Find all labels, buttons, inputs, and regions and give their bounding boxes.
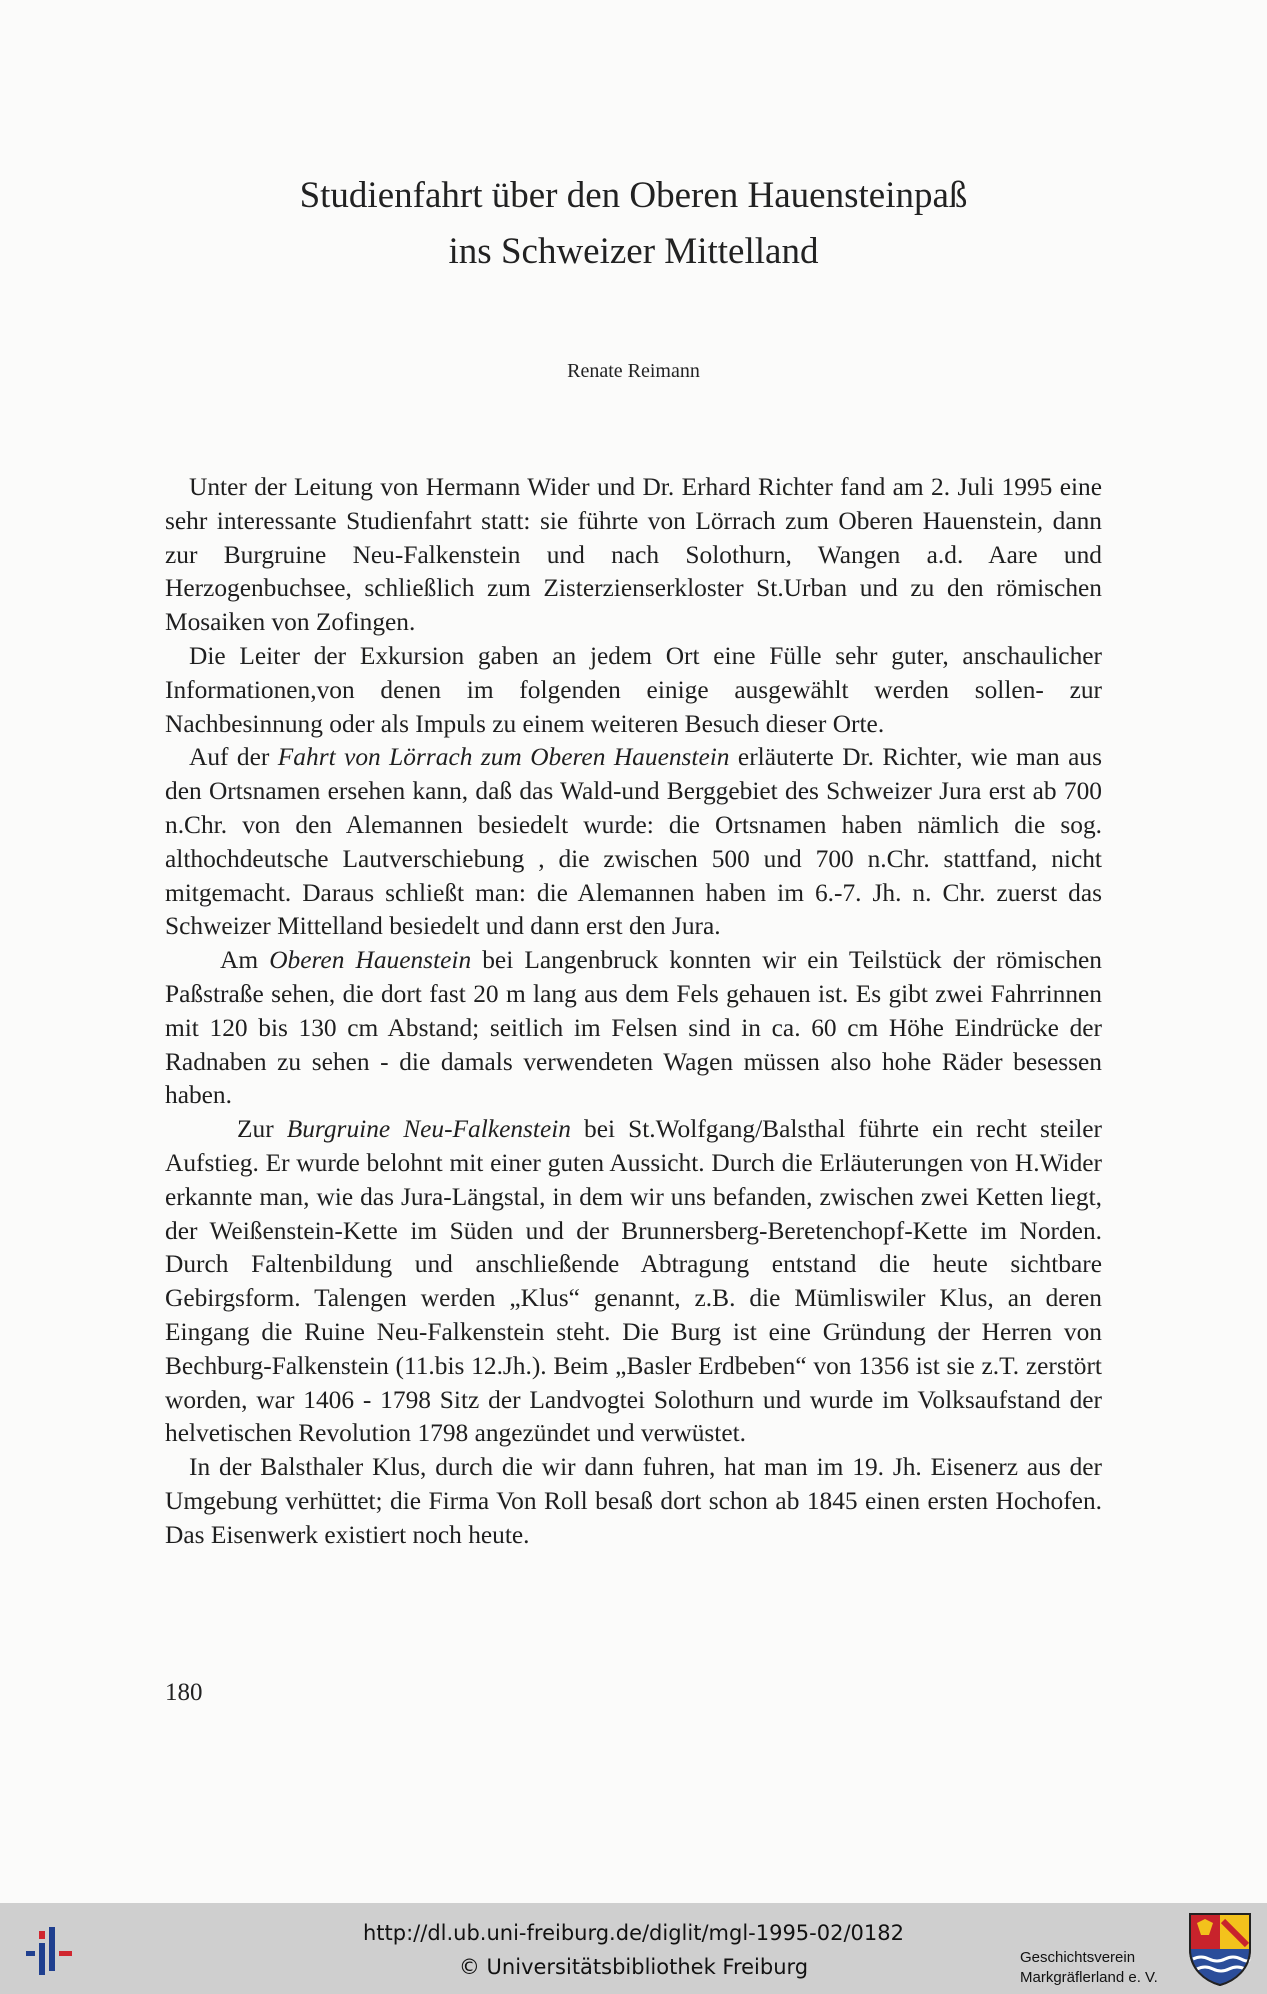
society-name[interactable] (1020, 1948, 1158, 1988)
paragraph-1: Unter der Leitung von Hermann Wider und Dr. Erhard Richter fand am 2. Juli 1995 eine sehr interessante Studienfahrt statt: sie führte von Lörrach zum Oberen Hauenstein, dann zur Burgruine Neu-Falkenstein und nach Solothurn, Wangen a.d. Aare und Herzogenbuchsee, schließlich zum Zisterzienserkloster St.Urban und zu den römischen Mosaiken von Zofingen. (165, 473, 1102, 637)
paragraph-3-text: erläuterte Dr. Richter, wie man aus den Ortsnamen ersehen kann, daß das Wald-und Berggebiet des Schweizer Jura erst ab 700 n.Chr. von den Alemannen besiedelt wurde: die Ortsnamen haben nämlich die sog. althochdeutsche Lautverschiebung , die zwischen 500 und 700 n.Chr. stattfand, nicht mitgemacht. Daraus schließt man: die Alemannen haben im 6.-7. Jh. n. Chr. zuerst das Schweizer Mittelland besiedelt und dann erst den Jura. (165, 743, 1102, 941)
paragraph-4-emphasis: Oberen Hauenstein (269, 946, 472, 975)
paragraph-5 (165, 1113, 1102, 1451)
paragraph-3-emphasis: Fahrt von Lörrach zum Oberen Hauenstein (277, 743, 730, 772)
paragraph-2: Die Leiter der Exkursion gaben an jedem Ort eine Fülle sehr guter, anschaulicher Informationen,von denen im folgenden einige ausgewählt werden sollen- zur Nachbesinnung oder als Impuls zu einem weiteren Besuch dieser Orte. (165, 641, 1102, 738)
article-title (150, 168, 1117, 280)
paragraph-6: In der Balsthaler Klus, durch die wir dann fuhren, hat man im 19. Jh. Eisenerz aus der Umgebung verhüttet; die Firma Von Roll besaß dort schon ab 1845 einen ersten Hochofen. Das Eisenwerk existiert noch heute. (165, 1453, 1102, 1549)
title-line-2: ins Schweizer Mittelland (448, 231, 819, 272)
title-line-1: Studienfahrt über den Oberen Hauensteinpaß (299, 175, 968, 216)
viewer-footer (0, 1903, 1267, 1994)
article-body (165, 471, 1102, 1553)
paragraph-5-intro: Zur (237, 1115, 287, 1144)
paragraph-3-intro: Auf der (189, 743, 278, 772)
paragraph-5-text: bei St.Wolfgang/Balsthal führte ein recht steiler Aufstieg. Er wurde belohnt mit einer guten Aussicht. Durch die Erläuterungen von H.Wider erkannte man, wie das Jura-Längstal, in dem wir uns befanden, zwischen zwei Ketten liegt, der Weißenstein-Kette im Süden und der Brunnersberg-Beretenchopf-Kette im Norden. Durch Faltenbildung und anschließende Abtragung entstand die heute sichtbare Gebirgsform. Talengen werden „Klus“ genannt, z.B. die Mümliswiler Klus, an deren Eingang die Ruine Neu-Falkenstein steht. Die Burg ist eine Gründung der Herren von Bechburg-Falkenstein (11.bis 12.Jh.). Beim „Basler Erdbeben“ von 1356 ist sie z.T. zerstört worden, war 1406 - 1798 Sitz der Landvogtei Solothurn und wurde im Volksaufstand der helvetischen Revolution 1798 angezündet und verwüstet. (165, 1115, 1102, 1448)
society-name-line-1: Geschichtsverein (1020, 1949, 1136, 1966)
paragraph-5-emphasis: Burgruine Neu-Falkenstein (286, 1115, 571, 1144)
document-url-link[interactable]: http://dl.ub.uni-freiburg.de/diglit/mgl-1995-02/0182 (362, 1921, 904, 1945)
paragraph-4-intro: Am (220, 946, 270, 975)
society-name-line-2: Markgräflerland e. V. (1020, 1969, 1158, 1986)
page-number: 180 (165, 1679, 203, 1706)
author-name: Renate Reimann (567, 360, 700, 382)
paragraph-4-text: bei Langenbruck konnten wir ein Teilstück der römischen Paßstraße sehen, die dort fast 20 m lang aus dem Fels gehauen ist. Es gibt zwei Fahrrinnen mit 120 bis 130 cm Abstand; seitlich im Felsen sind in ca. 60 cm Höhe Eindrücke der Radnaben zu sehen - die damals verwendeten Wagen müssen also hohe Räder besessen haben. (165, 946, 1102, 1110)
coat-of-arms-icon[interactable] (1187, 1911, 1253, 1987)
paragraph-3 (165, 741, 1102, 944)
paragraph-4 (165, 944, 1102, 1113)
copyright-notice: © Universitätsbibliothek Freiburg (458, 1955, 809, 1979)
